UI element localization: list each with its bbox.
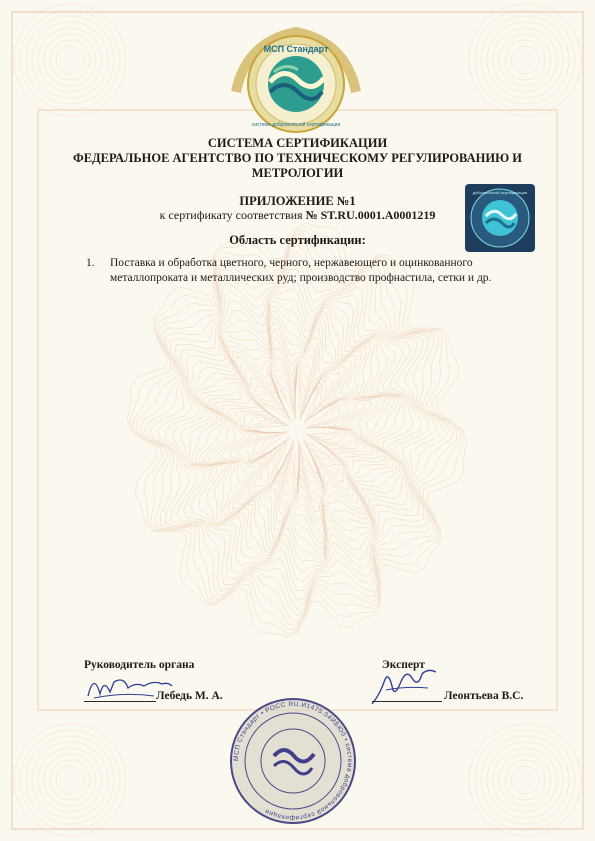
certificate-number: № ST.RU.0001.А0001219 (305, 208, 436, 222)
corner-ring (38, 748, 102, 812)
corner-ring (26, 736, 114, 824)
corner-ring (475, 730, 575, 830)
corner-ring (481, 16, 569, 104)
guilloche-ring (252, 375, 342, 485)
guilloche-ring (255, 379, 338, 481)
scope-title: Область сертификации: (229, 233, 366, 247)
list-item-number: 1. (86, 257, 95, 269)
guilloche-ring (145, 244, 450, 616)
corner-ring (511, 766, 539, 794)
system-title: СИСТЕМА СЕРТИФИКАЦИИ (207, 136, 388, 150)
guilloche-ring (166, 270, 429, 591)
guilloche-ring (242, 363, 351, 496)
corner-ring (499, 34, 551, 86)
corner-ring (493, 28, 557, 92)
corner-ring (481, 736, 569, 824)
guilloche-ring (157, 260, 436, 601)
svg-text:добровольной сертификации: добровольной сертификации (472, 190, 528, 195)
head-of-body-label: Руководитель органа (84, 659, 195, 671)
svg-text:система добровольной сертифика: система добровольной сертификации (251, 122, 341, 128)
guilloche-ring (173, 278, 422, 582)
msp-standard-logo (226, 22, 366, 137)
svg-text:МСП Стандарт • РОСС RU.И1475.0: МСП Стандарт • РОСС RU.И1475.04ИБЮ0 • система добровольной сертификации (232, 700, 354, 822)
guilloche-ring (215, 329, 380, 530)
guilloche-ring (133, 230, 461, 630)
corner-ring (475, 10, 575, 110)
guilloche-ring (203, 316, 391, 545)
svg-text:МСП Стандарт: МСП Стандарт (263, 44, 329, 54)
corner-ring (469, 4, 581, 116)
guilloche-ring (150, 251, 443, 609)
guilloche-ring (130, 226, 465, 634)
agency-title-line1: ФЕДЕРАЛЬНОЕ АГЕНТСТВО ПО ТЕХНИЧЕСКОМУ РЕГУЛИРОВАНИЮ И (72, 151, 523, 165)
guilloche-ring (208, 322, 386, 539)
agency-title (60, 151, 535, 181)
corner-ring (20, 730, 120, 830)
list-item-text: Поставка и обработка цветного, черного, нержавеющего и оцинкованного металлопроката и металлических руд; производство профнастила, сетки и др. (110, 257, 492, 284)
corner-ring (499, 754, 551, 806)
corner-ring (56, 46, 84, 74)
corner-ring (26, 16, 114, 104)
corner-ring (32, 742, 108, 818)
head-name: Лебедь М. А. (156, 690, 223, 702)
guilloche-ring (137, 234, 458, 626)
corner-ring (38, 28, 102, 92)
corner-ring (20, 10, 120, 110)
guilloche-ring (245, 366, 349, 493)
corner-ring (56, 766, 84, 794)
guilloche-ring (236, 355, 359, 505)
guilloche-ring (248, 371, 345, 489)
corner-ring (469, 724, 581, 836)
round-stamp (228, 696, 358, 826)
corner-ring (32, 22, 108, 98)
guilloche-ring (191, 301, 403, 559)
corner-ring (44, 754, 96, 806)
signature-line-right (372, 701, 442, 702)
corner-ring (493, 748, 557, 812)
corner-ring (44, 34, 96, 86)
agency-title-line2: МЕТРОЛОГИИ (251, 166, 344, 180)
certificate-prefix: к сертификату соответствия (159, 208, 303, 222)
appendix-title: ПРИЛОЖЕНИЕ №1 (239, 194, 356, 208)
corner-ring (487, 22, 563, 98)
signature-line-left (84, 701, 156, 702)
guilloche-ring (188, 297, 406, 563)
corner-ring (14, 4, 126, 116)
guilloche-ring (222, 338, 372, 521)
expert-name: Леонтьева В.С. (444, 690, 524, 702)
expert-label: Эксперт (382, 659, 425, 671)
guilloche-ring (140, 238, 454, 621)
corner-ring (511, 46, 539, 74)
corner-ring (487, 742, 563, 818)
corner-ring (14, 724, 126, 836)
